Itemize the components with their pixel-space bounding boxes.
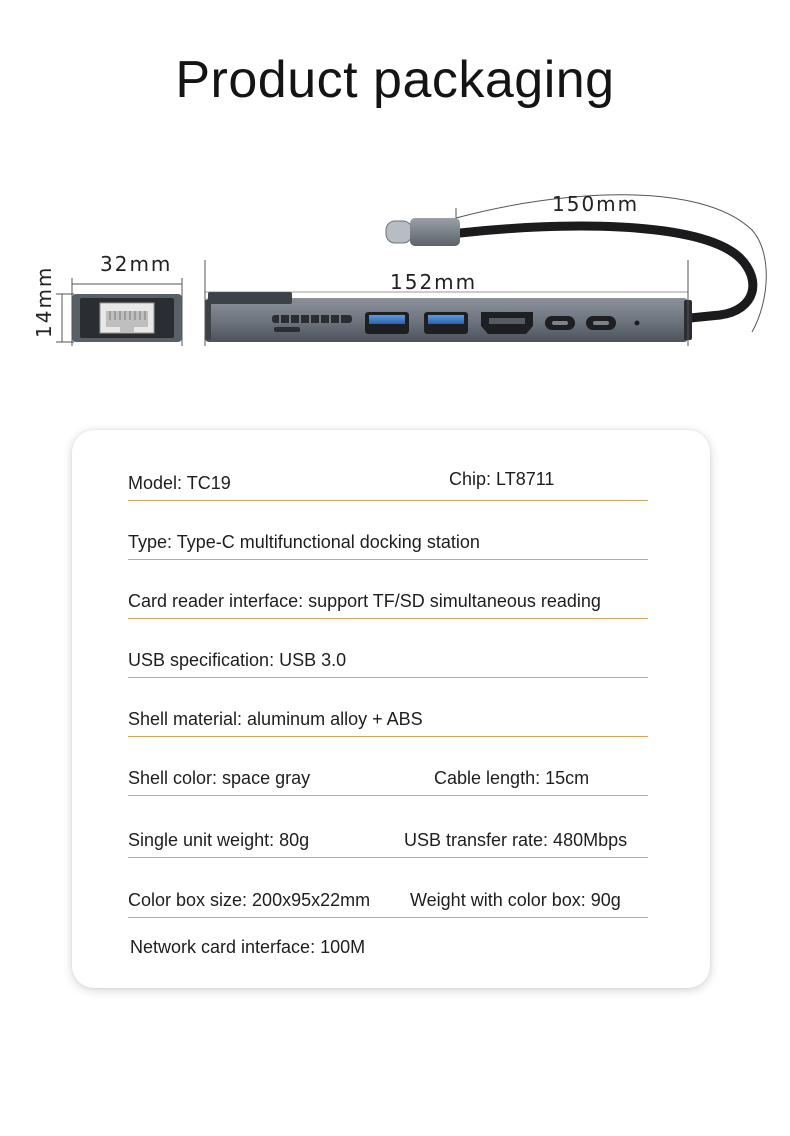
spec-shell-material: Shell material: aluminum alloy + ABS — [128, 709, 423, 729]
spec-shell-color: Shell color: space gray — [128, 768, 311, 788]
spec-chip: Chip: LT8711 — [449, 469, 555, 489]
cable-length-label: 150mm — [552, 192, 640, 216]
spec-box-weight: Weight with color box: 90g — [410, 890, 621, 910]
spec-row — [128, 460, 648, 501]
rj45-end-view-icon — [72, 294, 182, 342]
spec-card-reader: Card reader interface: support TF/SD simultaneous reading — [128, 591, 601, 611]
spec-model: Model: TC19 — [128, 473, 231, 493]
led-indicator-icon — [635, 321, 640, 326]
spec-transfer-rate: USB transfer rate: 480Mbps — [404, 830, 628, 850]
usb-c-port-icon — [545, 316, 575, 330]
spec-network: Network card interface: 100M — [130, 937, 366, 957]
spec-row — [128, 637, 648, 678]
spec-weight: Single unit weight: 80g — [128, 830, 310, 850]
spec-cable-length: Cable length: 15cm — [434, 768, 590, 788]
spec-row — [128, 578, 648, 619]
end-height-label: 14mm — [32, 265, 56, 338]
spec-usb: USB specification: USB 3.0 — [128, 650, 347, 670]
hub-length-label: 152mm — [390, 270, 478, 294]
hdmi-port-icon — [481, 312, 533, 334]
page-title: Product packaging — [175, 51, 615, 109]
product-dimension-diagram — [0, 160, 790, 380]
usb-a-port-icon — [424, 312, 468, 334]
spec-type: Type: Type-C multifunctional docking station — [128, 532, 480, 552]
spec-box-size: Color box size: 200x95x22mm — [128, 890, 371, 910]
spec-row — [128, 924, 648, 964]
usb-c-port-icon — [586, 316, 616, 330]
spec-card — [72, 430, 710, 988]
spec-row — [128, 519, 648, 560]
spec-row — [128, 755, 648, 796]
end-width-label: 32mm — [100, 252, 173, 276]
spec-row — [128, 817, 648, 858]
type-c-plug-icon — [386, 218, 460, 246]
spec-row — [128, 877, 648, 918]
usb-a-port-icon — [365, 312, 409, 334]
spec-row — [128, 696, 648, 737]
